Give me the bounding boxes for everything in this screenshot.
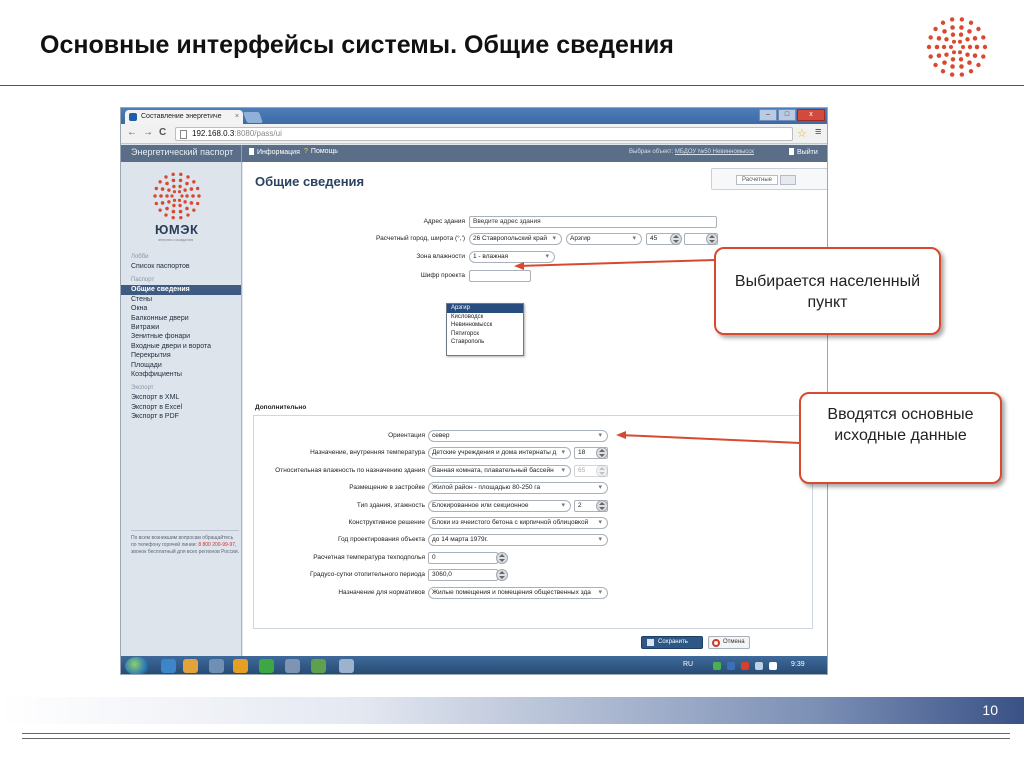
logo-dot	[196, 187, 199, 190]
logo-dot	[951, 57, 955, 61]
tab-close-icon[interactable]: ×	[234, 113, 239, 120]
logo-dot	[183, 188, 186, 191]
logo-dot	[933, 27, 937, 31]
logo-dot	[186, 213, 189, 216]
extra-number-input[interactable]: 2	[574, 500, 608, 512]
selected-prefix: Выбран объект:	[629, 149, 674, 155]
extra-number-input[interactable]: 18	[574, 447, 608, 459]
extra-select[interactable]: Детские учреждения и дома интернаты д ▾	[428, 447, 571, 459]
logo-dot	[937, 53, 942, 58]
sidebar-nav	[131, 248, 241, 421]
logo-dot	[171, 216, 174, 219]
extra-number-input[interactable]: 65	[574, 465, 608, 477]
sidebar-item[interactable]: Список паспортов	[131, 263, 190, 270]
extra-field-label: Градусо-сутки отопительного периода	[310, 571, 425, 579]
latitude-minutes-spinner[interactable]	[706, 233, 718, 245]
new-tab-button[interactable]	[243, 112, 263, 123]
address-input[interactable]: Введите адрес здания	[469, 216, 717, 228]
language-indicator[interactable]: RU	[683, 661, 694, 668]
brand-tagline: энергия созидания	[158, 237, 194, 242]
browser-tab-title: Составление энергетиче	[141, 113, 222, 120]
project-code-input[interactable]	[469, 270, 531, 282]
logo-dot	[191, 194, 195, 198]
extra-section-header: Дополнительно	[255, 404, 307, 411]
logo-dot	[944, 52, 948, 56]
sidebar-item[interactable]: Общие сведения	[121, 285, 241, 294]
logo-dot	[935, 45, 940, 50]
logo-dot	[942, 60, 947, 65]
extra-field-label: Расчетная температура техподполья	[313, 553, 425, 561]
logo-dot	[178, 204, 181, 207]
logo-dot	[961, 45, 965, 49]
logo-dot	[967, 29, 972, 34]
town-dropdown-list	[446, 303, 524, 356]
extra-select[interactable]: Жилые помещения и помещения общественных зда ▾	[428, 587, 608, 599]
logo-dot	[965, 52, 969, 56]
help-menu-label: Помощь	[310, 148, 338, 155]
sidebar-section-title: Экспорт	[131, 385, 154, 392]
chrome-icon[interactable]	[259, 659, 274, 673]
logo-dot	[952, 40, 956, 44]
logo-dot	[937, 36, 942, 41]
logo-dot	[933, 63, 937, 67]
sidebar-item[interactable]: Зенитные фонари	[131, 333, 191, 341]
slide-title: Основные интерфейсы системы. Общие сведения	[40, 31, 674, 59]
app-screenshot	[120, 107, 828, 675]
logo-dot	[976, 63, 980, 67]
extra-select[interactable]: до 14 марта 1979г. ▾	[428, 534, 608, 546]
logo-dot	[960, 17, 964, 21]
logo-dot	[960, 72, 964, 76]
logo-dot	[186, 175, 189, 178]
sidebar-item[interactable]: Балконные двери	[131, 314, 189, 322]
app-icon[interactable]	[285, 659, 300, 673]
network-icon[interactable]	[755, 662, 763, 670]
sidebar-item[interactable]: Экспорт в XML	[131, 394, 180, 402]
url-path: :8080/pass/ui	[234, 129, 282, 138]
sidebar-item[interactable]: Окна	[131, 305, 148, 313]
calc-toggle[interactable]	[711, 168, 828, 190]
logo-dot	[171, 173, 174, 176]
logo-dot	[928, 54, 932, 58]
humidity-select[interactable]: 1 - влажная ▾	[469, 251, 555, 263]
logo-dot	[941, 69, 945, 73]
humidity-label: Зона влажности	[416, 253, 465, 260]
clock: 9:39	[791, 661, 805, 668]
logo-dot	[197, 194, 200, 197]
logo-dot	[950, 72, 954, 76]
cancel-label: Отмена	[723, 639, 745, 645]
yumek-logo-icon	[149, 170, 205, 226]
help-menu[interactable]	[304, 148, 338, 155]
logo-dot	[927, 45, 931, 49]
logo-dot	[164, 213, 167, 216]
explorer-icon[interactable]	[183, 659, 198, 673]
logo-dot	[185, 207, 189, 211]
town-option[interactable]: Невинномысск	[451, 322, 493, 329]
logo-dot	[950, 25, 955, 30]
address-label: Адрес здания	[423, 218, 465, 225]
extra-select[interactable]: Блокированное или секционное ▾	[428, 500, 571, 512]
logo-dot	[973, 36, 978, 41]
maximize-button[interactable]: □	[778, 109, 796, 121]
tray-icon[interactable]	[741, 662, 749, 670]
logo-dot	[178, 190, 181, 193]
logo-dot	[179, 179, 183, 183]
question-icon: ?	[304, 148, 308, 155]
extra-select[interactable]: север ▾	[428, 430, 608, 442]
logo-dot	[928, 35, 932, 39]
town-option[interactable]: Пятигорск	[451, 330, 480, 337]
window-controls	[759, 109, 825, 121]
logo-dot	[159, 194, 163, 198]
logo-dot	[951, 32, 955, 36]
number-spinner[interactable]	[496, 569, 508, 581]
bookmark-star-icon[interactable]: ☆	[797, 128, 807, 140]
extra-field-label: Назначение для нормативов	[338, 588, 425, 596]
volume-icon[interactable]	[769, 662, 777, 670]
logo-dot	[959, 57, 963, 61]
town-option[interactable]: Кисловодск	[451, 313, 484, 320]
reload-icon[interactable]: C	[159, 127, 167, 138]
extra-select[interactable]: Ванная комната, плавательный бассейн ▾	[428, 465, 571, 477]
sidebar-item[interactable]: Экспорт в PDF	[131, 413, 179, 421]
save-button[interactable]: Сохранить	[641, 636, 703, 649]
region-select[interactable]: 26 Ставропольский край ▾	[469, 233, 562, 245]
town-option[interactable]: Арзгир	[447, 304, 523, 313]
extra-select[interactable]: Жилой район - площадью 80-250 га ▾	[428, 482, 608, 494]
logo-dot	[190, 201, 194, 205]
start-button[interactable]	[125, 657, 149, 675]
logo-dot	[965, 37, 969, 41]
town-option[interactable]: Ставрополь	[451, 339, 485, 346]
logo-dot	[179, 210, 183, 214]
logo-dot	[173, 199, 176, 202]
sidebar-item[interactable]: Перекрытия	[131, 352, 171, 360]
logo-dot	[172, 204, 175, 207]
selected-object	[629, 149, 754, 155]
page-title: Общие сведения	[255, 174, 365, 189]
logo-dot	[959, 25, 964, 30]
project-code-label: Шифр проекта	[420, 272, 465, 279]
extra-field-label: Конструктивное решение	[348, 519, 425, 526]
sidebar-section-title: Паспорт	[131, 277, 155, 284]
logo-dot	[983, 45, 987, 49]
logo-dot	[969, 69, 973, 73]
logo-dot	[192, 180, 195, 183]
logo-dot	[185, 194, 188, 197]
footer-band	[0, 697, 1024, 724]
extra-field-label: Ориентация	[388, 432, 425, 439]
ie-icon[interactable]	[161, 659, 176, 673]
callout-select-town-text: Выбирается населенный пункт	[734, 273, 921, 311]
folder-icon[interactable]	[209, 659, 224, 673]
browser-toolbar	[121, 124, 827, 144]
logo-dot	[969, 21, 973, 25]
logo-dot	[190, 187, 194, 191]
logo-dot	[944, 37, 948, 41]
callout-enter-data-text: Вводятся основные исходные данные	[827, 406, 974, 444]
footer-rule	[22, 733, 1010, 734]
extra-field-label: Тип здания, этажность	[356, 501, 425, 509]
town-select[interactable]: Арзгир ▾	[566, 233, 642, 245]
page-icon	[180, 130, 187, 139]
logo-dot	[179, 173, 182, 176]
company-logo-icon	[922, 12, 992, 82]
main-content	[243, 162, 827, 656]
logo-dot	[942, 45, 946, 49]
logo-dot	[973, 53, 978, 58]
cancel-icon	[712, 639, 720, 647]
logo-dot	[158, 208, 161, 211]
support-note-text: По всем возникшим вопросам обращайтесь по телефону горячей линии:	[131, 535, 234, 548]
logo-dot	[165, 182, 169, 186]
extra-number-input[interactable]: 3060,0	[428, 569, 498, 581]
browser-menu-icon[interactable]: ≡	[815, 126, 822, 138]
number-spinner[interactable]	[496, 552, 508, 564]
logo-dot	[942, 29, 947, 34]
page-number: 10	[982, 702, 998, 718]
logo-dot	[167, 188, 170, 191]
browser-tab[interactable]	[125, 110, 243, 124]
callout-select-town	[714, 247, 941, 335]
logo-dot	[155, 187, 158, 190]
support-note-rest: , звонок бесплатный для всех регионов России.	[131, 542, 240, 555]
logo-dot	[981, 54, 985, 58]
sidebar	[121, 162, 242, 656]
logo-dot	[161, 201, 165, 205]
browser-tab-bar	[121, 108, 827, 124]
logo-dot	[958, 40, 962, 44]
logo-dot	[959, 32, 963, 36]
document-icon	[249, 148, 254, 155]
logo-dot	[155, 202, 158, 205]
favicon-icon	[129, 113, 137, 121]
window-icon[interactable]	[339, 659, 354, 673]
logo-dot	[165, 194, 168, 197]
logo-dot	[981, 35, 985, 39]
extra-field-label: Год проектирования объекта	[337, 536, 425, 544]
logout-button[interactable]	[789, 148, 818, 156]
extra-number-input[interactable]: 0	[428, 552, 498, 564]
info-menu-label: Информация	[257, 149, 300, 156]
logo-dot	[183, 200, 186, 203]
logo-dot	[178, 185, 181, 188]
app-name: Энергетический паспорт	[131, 147, 234, 157]
app-header	[121, 145, 827, 162]
tray-icon[interactable]	[713, 662, 721, 670]
logo-dot	[950, 64, 955, 69]
extra-field-label: Размещение в застройке	[349, 484, 425, 492]
logo-dot	[172, 179, 176, 183]
number-spinner[interactable]	[596, 465, 608, 477]
logo-dot	[172, 185, 175, 188]
logo-dot	[952, 50, 956, 54]
sidebar-section-title: Лобби	[131, 254, 149, 260]
address-bar[interactable]	[175, 127, 793, 141]
calc-toggle-label: Расчетные	[736, 175, 778, 185]
logo-dot	[958, 50, 962, 54]
extra-section	[253, 415, 813, 629]
logo-dot	[941, 21, 945, 25]
title-divider	[0, 85, 1024, 86]
logo-dot	[949, 45, 953, 49]
extra-select[interactable]: Блоки из ячеистого бетона с кирпичной облицовкой ▾	[428, 517, 608, 529]
footer-rule	[22, 738, 1010, 739]
latitude-degrees-spinner[interactable]	[670, 233, 682, 245]
calc-toggle-knob[interactable]	[780, 175, 796, 185]
url-host: 192.168.0.3	[192, 129, 235, 138]
callout-enter-data	[799, 392, 1002, 484]
utility-icon[interactable]	[311, 659, 326, 673]
logo-dot	[192, 208, 195, 211]
minimize-button[interactable]: –	[759, 109, 777, 121]
latitude-degrees-input[interactable]: 45	[646, 233, 680, 245]
city-label: Расчетный город, широта (°,')	[376, 235, 465, 242]
logo-dot	[173, 190, 176, 193]
logo-dot	[170, 194, 173, 197]
logo-dot	[153, 194, 156, 197]
extra-field-label: Относительная влажность по назначению здания	[275, 466, 425, 474]
logo-dot	[185, 182, 189, 186]
logo-dot	[967, 60, 972, 65]
logo-dot	[161, 187, 165, 191]
media-player-icon[interactable]	[233, 659, 248, 673]
tray-icon[interactable]	[727, 662, 735, 670]
logo-dot	[158, 180, 161, 183]
logo-dot	[975, 45, 980, 50]
support-note	[131, 530, 239, 556]
sidebar-item[interactable]: Стены	[131, 295, 152, 303]
sidebar-item[interactable]: Витражи	[131, 323, 160, 331]
header-divider	[241, 145, 242, 162]
sidebar-item[interactable]: Коэффициенты	[131, 370, 182, 378]
logo-dot	[976, 27, 980, 31]
back-arrow-icon[interactable]: ←	[127, 127, 137, 138]
door-icon	[789, 148, 794, 155]
logo-dot	[959, 64, 964, 69]
logo-dot	[179, 216, 182, 219]
brand-name: ЮМЭК	[155, 222, 199, 237]
support-phone: 8 800 200-99-97	[198, 542, 236, 548]
sidebar-item[interactable]: Площади	[131, 361, 162, 369]
sidebar-item[interactable]: Экспорт в Excel	[131, 403, 183, 411]
logo-dot	[968, 45, 972, 49]
forward-arrow-icon[interactable]: →	[143, 127, 153, 138]
info-menu[interactable]	[249, 148, 300, 156]
logo-dot	[178, 199, 181, 202]
sidebar-item[interactable]: Входные двери и ворота	[131, 342, 211, 350]
logo-dot	[167, 200, 170, 203]
logo-dot	[196, 202, 199, 205]
logo-dot	[180, 194, 183, 197]
logo-dot	[950, 17, 954, 21]
extra-field-label: Назначение, внутренняя температура	[310, 449, 425, 457]
close-window-button[interactable]: x	[797, 109, 825, 121]
cancel-button[interactable]	[708, 636, 750, 649]
windows-taskbar	[121, 656, 827, 675]
logo-dot	[165, 207, 169, 211]
logo-dot	[164, 175, 167, 178]
selected-object-link[interactable]: МБДОУ №50 Невинномысск	[674, 149, 754, 155]
logo-dot	[172, 210, 176, 214]
number-spinner[interactable]	[596, 500, 608, 512]
logout-label: Выйти	[797, 149, 818, 156]
